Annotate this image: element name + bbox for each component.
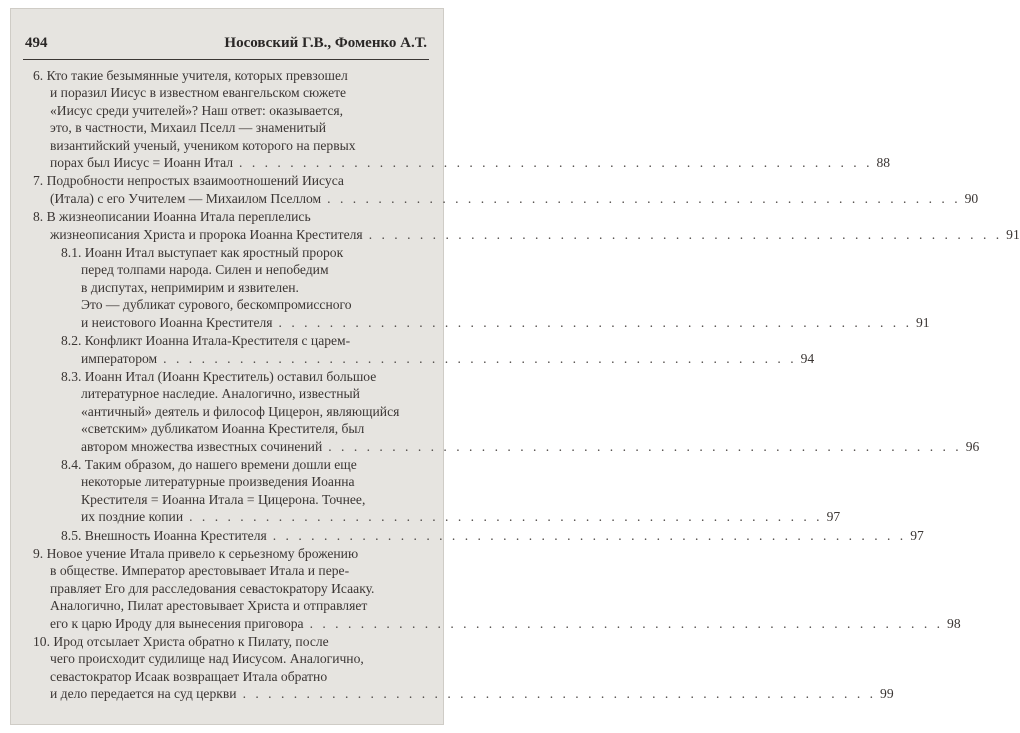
toc-entry-last-line (33, 615, 961, 632)
dot-leader (239, 155, 872, 170)
toc-entry-line: перед толпами народа. Силен и непобедим (81, 262, 329, 278)
toc-entry-text: и неистового Иоанна Крестителя (81, 314, 273, 330)
dot-leader (279, 315, 912, 330)
toc-entry-line: это, в частности, Михаил Пселл — знаменитый (50, 120, 326, 136)
toc-entry (25, 456, 841, 526)
toc-entry-line: в диспутах, непримирим и язвителен. (81, 279, 299, 295)
toc-page-ref: 97 (910, 527, 924, 543)
toc-page-ref: 91 (915, 314, 930, 330)
toc-entry-line: чего происходит судилище над Иисусом. Аналогично, (50, 651, 364, 667)
toc-entry-line: византийский ученый, учеником которого на первых (50, 137, 356, 153)
toc-entry (25, 67, 891, 171)
toc-page-ref: 97 (826, 509, 841, 525)
toc-entry-text: (Итала) с его Учителем — Михаилом Пселлом (50, 190, 322, 206)
dot-leader (273, 528, 906, 543)
toc-entry-line: и поразил Иисус в известном евангельском сюжете (50, 85, 347, 101)
toc-entry-line: Крестителя = Иоанна Итала = Цицерона. Точнее, (81, 491, 366, 507)
toc-entry-line: 7. Подробности непростых взаимоотношений Иисуса (33, 173, 344, 189)
toc-entry-text: императором (81, 350, 158, 366)
dot-leader (369, 227, 1002, 242)
toc-entry (25, 244, 930, 331)
toc-entry-line: 10. Ирод отсылает Христа обратно к Пилату, после (33, 634, 329, 649)
toc-entry-text: жизнеописания Христа и пророка Иоанна Крестителя (50, 226, 363, 242)
toc-entry-line: 8.4. Таким образом, до нашего времени дошли еще (61, 456, 357, 472)
toc-entry-line: 6. Кто такие безымянные учителя, которых превзошел (33, 68, 348, 83)
toc-entry-last-line (61, 314, 930, 331)
dot-leader (189, 509, 822, 524)
toc-page-ref: 91 (1006, 226, 1020, 242)
toc-entry-line: 9. Новое учение Итала привело к серьезному брожению (33, 545, 359, 561)
toc-entry-line: 8.2. Конфликт Иоанна Итала-Крестителя с царем- (61, 333, 351, 349)
toc-page-ref: 99 (880, 686, 894, 702)
toc-entry (25, 633, 894, 703)
dot-leader (163, 351, 796, 366)
toc-entry-text: его к царю Ироду для вынесения приговора (50, 615, 304, 631)
toc-page-ref: 96 (965, 438, 980, 454)
toc-entry-line: литературное наследие. Аналогично, известный (81, 386, 360, 402)
toc-entry-text: 8.5. Внешность Иоанна Крестителя (61, 527, 267, 543)
dot-leader (327, 191, 960, 206)
toc-entry-text: их поздние копии (81, 509, 184, 525)
toc-entry (25, 332, 815, 367)
toc-entry-line: правляет Его для расследования севастократору Исааку. (50, 580, 375, 596)
toc-entry-last-line (61, 438, 980, 455)
toc-entry-text: порах был Иисус = Иоанн Итал (50, 155, 234, 171)
table-of-contents (25, 67, 1020, 704)
toc-entry (25, 208, 1020, 243)
toc-page-ref: 98 (947, 615, 961, 631)
running-header (25, 35, 427, 57)
toc-entry-line: «Иисус среди учителей»? Наш ответ: оказывается, (50, 102, 344, 118)
toc-entry-line: 8. В жизнеописании Иоанна Итала переплелись (33, 209, 311, 225)
toc-entry-line: «светским» дубликатом Иоанна Крестителя, был (81, 421, 365, 437)
toc-entry-line: 8.3. Иоанн Итал (Иоанн Креститель) оставил большое (61, 368, 377, 384)
toc-entry-line: некоторые литературные произведения Иоанна (81, 474, 355, 490)
toc-entry-last-line (61, 508, 841, 525)
toc-page-ref: 94 (800, 350, 815, 366)
toc-entry (25, 172, 979, 207)
dot-leader (243, 686, 876, 701)
toc-entry (25, 545, 961, 632)
toc-entry-line: севастократор Исаак возвращает Итала обратно (50, 668, 328, 684)
toc-entry-line: Аналогично, Пилат арестовывает Христа и отправляет (50, 598, 368, 614)
toc-entry-last-line (33, 685, 894, 702)
toc-entry-line: в обществе. Император арестовывает Итала и пере- (50, 563, 350, 579)
toc-entry-line: Это — дубликат сурового, бескомпромиссного (81, 297, 352, 313)
toc-entry-line: 8.1. Иоанн Итал выступает как яростный пророк (61, 245, 344, 261)
toc-entry-last-line (33, 190, 979, 207)
toc-page-ref: 90 (964, 190, 979, 206)
dot-leader (328, 439, 961, 454)
page-number: 494 (25, 35, 48, 51)
toc-entry-last-line (61, 350, 815, 367)
book-page (10, 8, 1020, 725)
toc-entry-last-line (33, 154, 891, 171)
toc-entry-line: «античный» деятель и философ Цицерон, являющийся (81, 403, 400, 419)
toc-entry-last-line (33, 226, 1020, 243)
header-rule (23, 59, 429, 60)
toc-entry-last-line (61, 527, 924, 544)
toc-entry-text: и дело передается на суд церкви (50, 686, 237, 702)
running-header-authors: Носовский Г.В., Фоменко А.Т. (224, 35, 427, 51)
dot-leader (310, 616, 943, 631)
toc-page-ref: 88 (876, 155, 891, 171)
toc-entry (25, 368, 980, 455)
toc-entry (25, 527, 924, 544)
toc-entry-text: автором множества известных сочинений (81, 438, 323, 454)
